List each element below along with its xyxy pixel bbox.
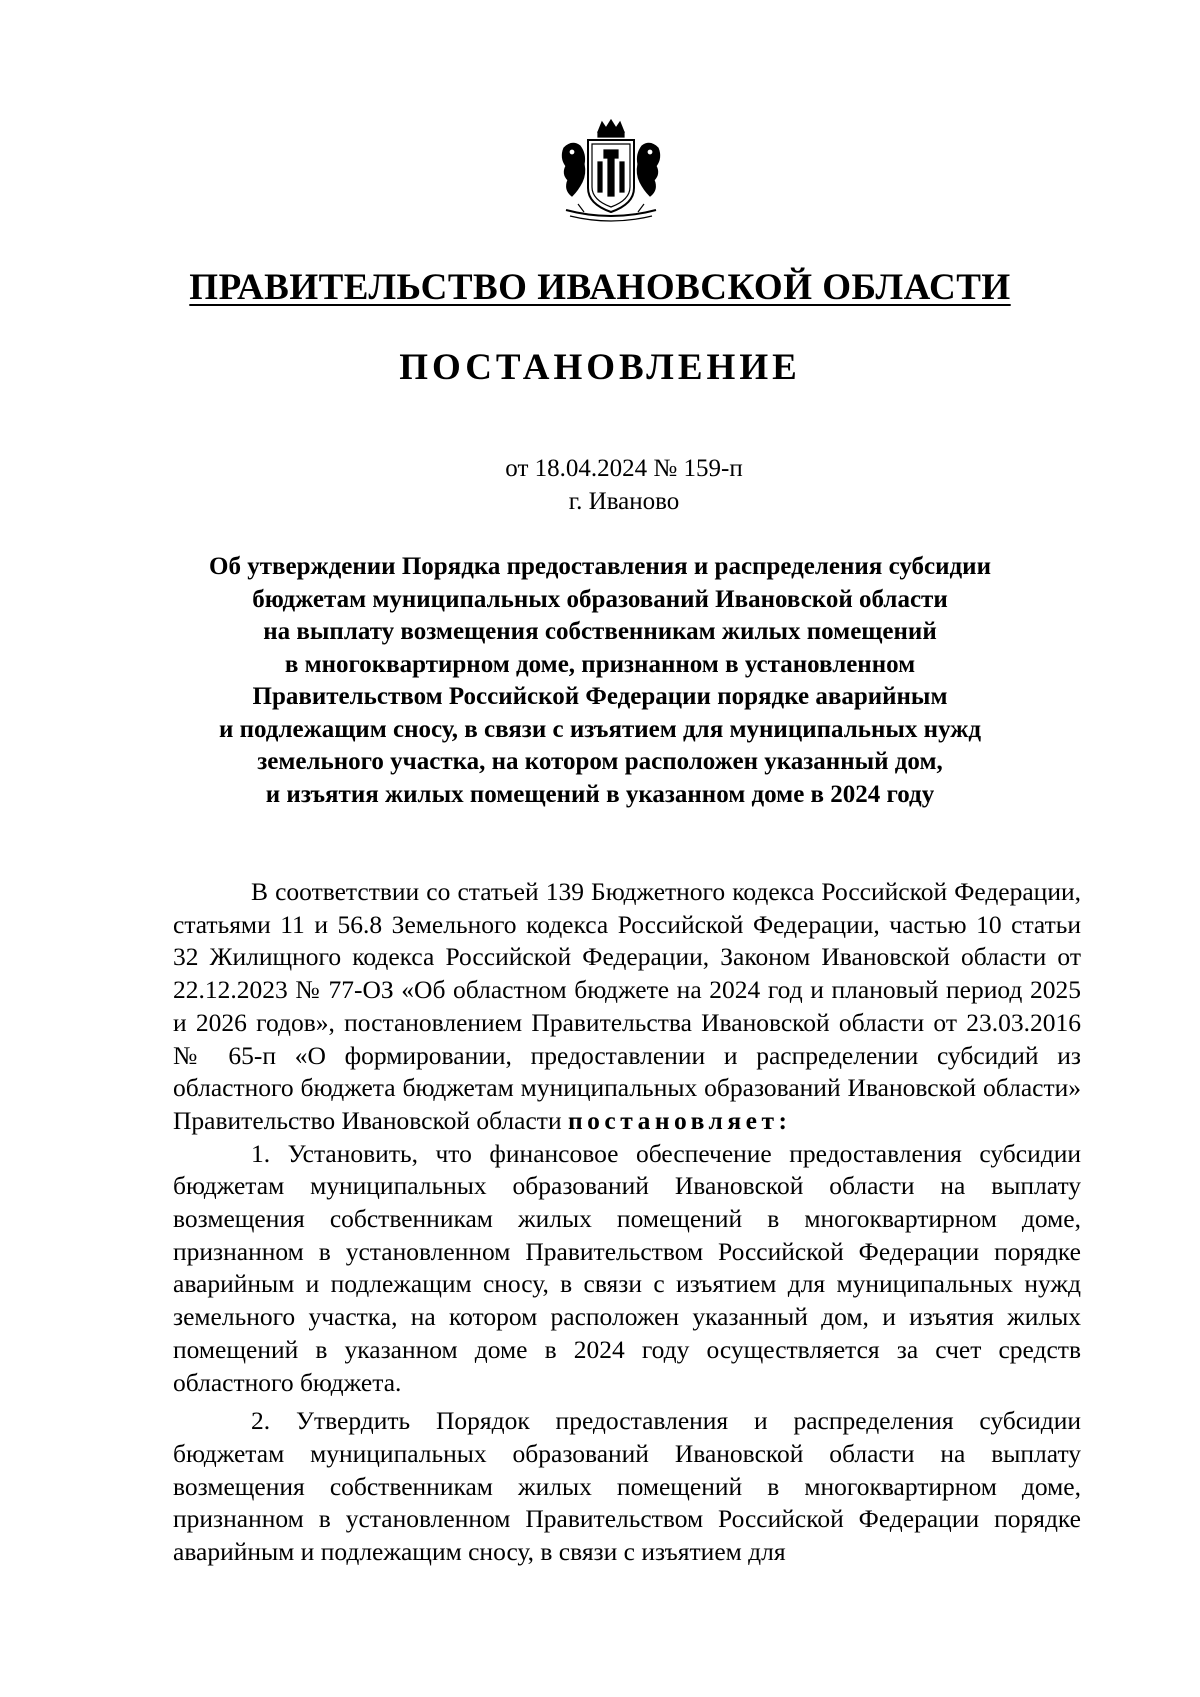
- subject-line: на выплату возмещения собственникам жилых помещений: [263, 618, 937, 645]
- resolves-word: постановляет:: [567, 1105, 792, 1135]
- organization-title: [0, 266, 1200, 310]
- document-date-number: от 18.04.2024 № 159-п: [505, 455, 743, 482]
- organization-name: ПРАВИТЕЛЬСТВО ИВАНОВСКОЙ ОБЛАСТИ: [189, 267, 1011, 308]
- subject-line: Об утверждении Порядка предоставления и распределения субсидии: [209, 553, 991, 580]
- subject-line: бюджетам муниципальных образований Ивановской области: [252, 585, 948, 613]
- document-subject: [150, 551, 1050, 811]
- document-meta: [0, 452, 1200, 518]
- item-2-paragraph: 2. Утвердить Порядок предоставления и распределения субсидии бюджетам муниципальных образований Ивановской области на выплату возмещения собственникам жилых помещений в многоквартирном доме, признанном в установленном Правительством Российской Федерации порядке аварийным и подлежащим сносу, в связи с изъятием для: [173, 1406, 1081, 1567]
- subject-line: в многоквартирном доме, признанном в установленном: [284, 650, 916, 678]
- item-1-paragraph: 1. Установить, что финансовое обеспечение предоставления субсидии бюджетам муниципальных образований Ивановской области на выплату возмещения собственникам жилых помещений в многоквартирном доме, признанном в установленном Правительством Российской Федерации порядке аварийным и подлежащим сносу, в связи с изъятием для муниципальных нужд земельного участка, на котором расположен указанный дом, и изъятия жилых помещений в указанном доме в 2024 году осуществляется за счет средств областного бюджета.: [173, 1138, 1081, 1397]
- document-type-title: ПОСТАНОВЛЕНИЕ: [399, 347, 801, 388]
- subject-line: и подлежащим сносу, в связи с изъятием для муниципальных нужд: [218, 715, 982, 743]
- document-city: г. Иваново: [568, 488, 680, 515]
- preamble-paragraph: [173, 876, 1081, 1138]
- subject-line: и изъятия жилых помещений в указанном доме в 2024 году: [265, 780, 935, 808]
- preamble-text: В соответствии со статьей 139 Бюджетного кодекса Российской Федерации, статьями 11 и 56.8 Земельного кодекса Российской Федерации, частью 10 статьи 32 Жилищного кодекса Российской Федерации, Законом Ивановской области от 22.12.2023 № 77-ОЗ «Об областном бюджете на 2024 год и плановый период 2025 и 2026 годов», постановлением Правительства Ивановской области от 23.03.2016 № 65-п «О формировании, предоставлении и распределении субсидий из областного бюджета бюджетам муниципальных образований Ивановской области» Правительство Ивановской области: [173, 877, 1081, 1135]
- subject-line: Правительством Российской Федерации порядке аварийным: [252, 683, 948, 710]
- subject-line: земельного участка, на котором расположен указанный дом,: [257, 748, 943, 775]
- document-body: [173, 876, 1081, 1569]
- coat-of-arms-icon: [558, 118, 664, 226]
